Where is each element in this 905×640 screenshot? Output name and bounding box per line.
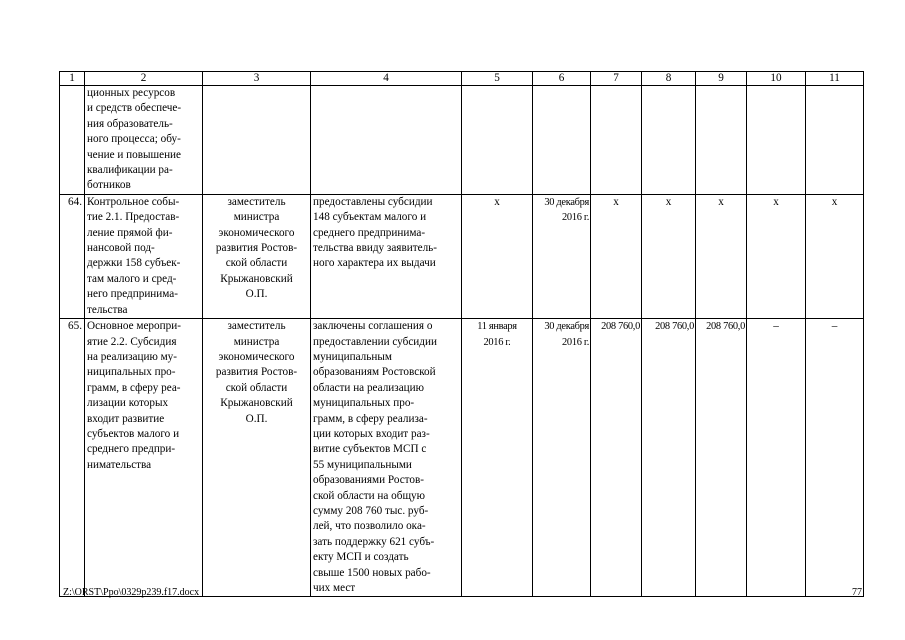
value-cell-11: х [806, 194, 864, 318]
column-header-4: 4 [311, 72, 462, 86]
footer-file-path: Z:\ORST\Ppo\0329p239.f17.docx [63, 587, 200, 598]
value-cell-9: х [696, 194, 747, 318]
column-header-8: 8 [642, 72, 696, 86]
header-row [60, 72, 864, 86]
table-row [60, 319, 864, 597]
start-date-cell: 11 января 2016 г. [462, 319, 533, 597]
responsible-cell: заместитель министра экономического развития Ростов- ской области Крыжановский О.П. [203, 194, 311, 318]
end-date-cell [533, 86, 591, 195]
result-cell [311, 86, 462, 195]
value-cell-7: х [591, 194, 642, 318]
responsible-cell [203, 86, 311, 195]
event-cell: Контрольное собы- тие 2.1. Предостав- ление прямой фи- нансовой под- держки 158 субъек- там малого и сред- него предпринима- тельства [85, 194, 203, 318]
column-header-11: 11 [806, 72, 864, 86]
page-number: 77 [852, 587, 862, 598]
column-header-3: 3 [203, 72, 311, 86]
column-header-5: 5 [462, 72, 533, 86]
value-cell-11 [806, 86, 864, 195]
result-cell: заключены соглашения о предоставлении субсидии муниципальным образованиям Ростовской области на реализацию муниципальных про- грамм, в сферу реализа- ции которых входит раз- витие субъектов МСП с 55 муниципальными образованиями Ростов- ской области на общую сумму 208 760 тыс. руб- лей, что позволило ока- зать поддержку 621 субъ- екту МСП и создать свыше 1500 новых рабо- чих мест [311, 319, 462, 597]
end-date-cell: 30 декабря 2016 г. [533, 319, 591, 597]
start-date-cell: х [462, 194, 533, 318]
column-header-6: 6 [533, 72, 591, 86]
column-header-10: 10 [747, 72, 806, 86]
row-number: 64. [60, 194, 85, 318]
responsible-cell: заместитель министра экономического развития Ростов- ской области Крыжановский О.П. [203, 319, 311, 597]
value-cell-10 [747, 86, 806, 195]
event-cell: Основное меропри- ятие 2.2. Субсидия на реализацию му- ниципальных про- грамм, в сферу реа- лизации которых входит развитие субъектов малого и среднего предпри- нимательства [85, 319, 203, 597]
end-date-cell: 30 декабря 2016 г. [533, 194, 591, 318]
value-cell-7: 208 760,0 [591, 319, 642, 597]
result-cell: предоставлены субсидии 148 субъектам малого и среднего предпринима- тельства ввиду заявитель- ного характера их выдачи [311, 194, 462, 318]
value-cell-9 [696, 86, 747, 195]
event-cell: ционных ресурсов и средств обеспече- ния образователь- ного процесса; обу- чение и повышение квалификации ра- ботников [85, 86, 203, 195]
row-number [60, 86, 85, 195]
column-header-2: 2 [85, 72, 203, 86]
value-cell-8: х [642, 194, 696, 318]
value-cell-10: х [747, 194, 806, 318]
value-cell-10: – [747, 319, 806, 597]
report-table [59, 71, 864, 597]
start-date-cell [462, 86, 533, 195]
column-header-1: 1 [60, 72, 85, 86]
value-cell-9: 208 760,0 [696, 319, 747, 597]
value-cell-7 [591, 86, 642, 195]
table-row [60, 194, 864, 318]
column-header-9: 9 [696, 72, 747, 86]
value-cell-8: 208 760,0 [642, 319, 696, 597]
value-cell-11: – [806, 319, 864, 597]
value-cell-8 [642, 86, 696, 195]
row-number: 65. [60, 319, 85, 597]
table-row [60, 86, 864, 195]
column-header-7: 7 [591, 72, 642, 86]
